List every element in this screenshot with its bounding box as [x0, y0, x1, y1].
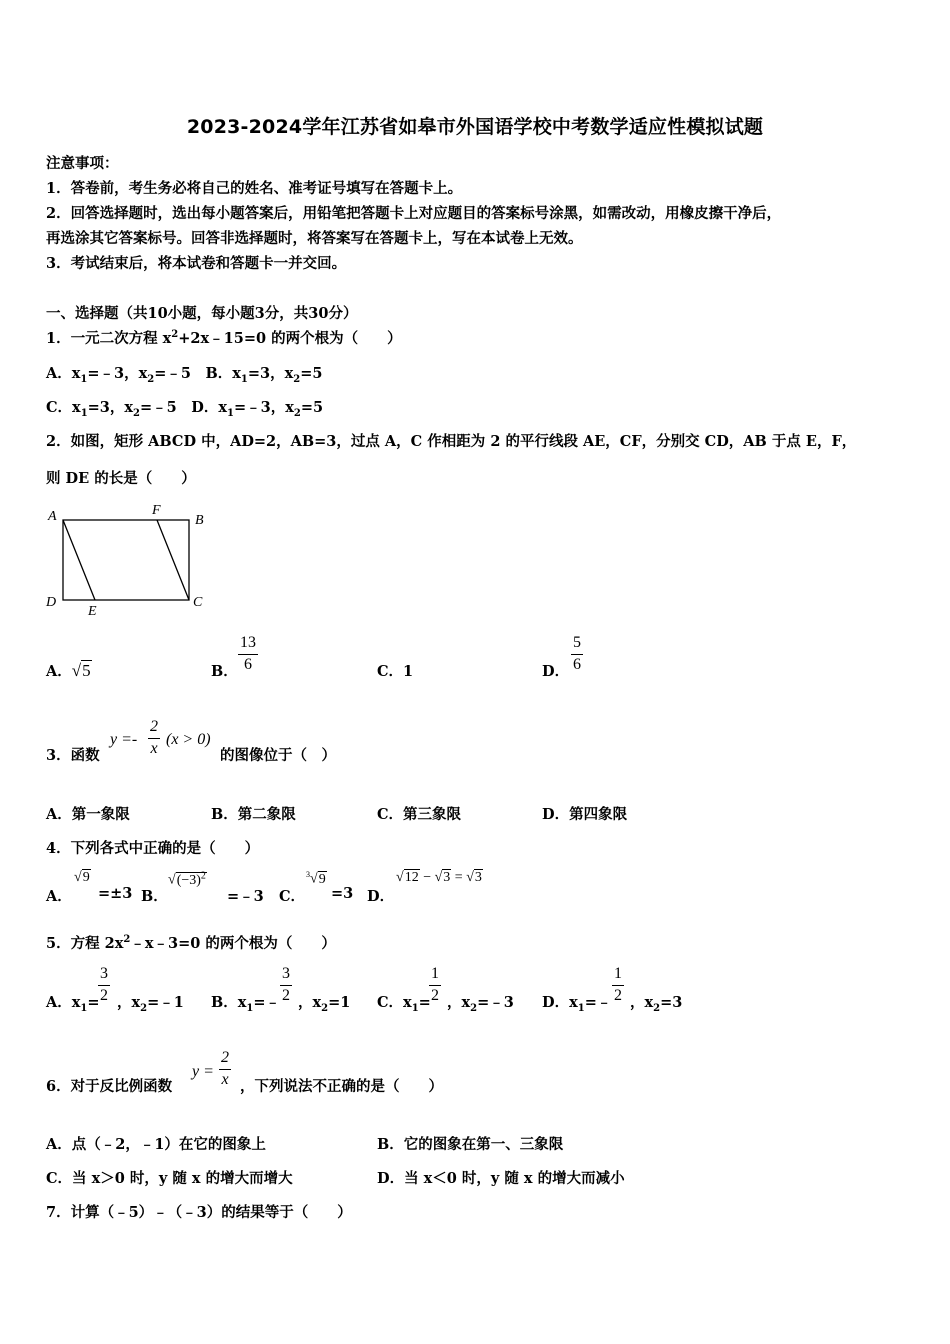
q5-b-eq: =﹣	[253, 994, 281, 1011]
q4-option-a-radicand: 9	[82, 870, 90, 885]
question-1-options-cd	[46, 396, 323, 419]
q5-d-post2: =3	[660, 994, 683, 1011]
q4-option-d-label: D．	[367, 888, 395, 905]
q1-stem-sup: 2	[171, 329, 179, 341]
q4-option-d-r3: 3	[474, 870, 482, 885]
q1-a-label: A．x	[46, 365, 81, 382]
q5-d-bar	[612, 985, 624, 986]
q5-b-post2: =1	[328, 994, 351, 1011]
q2-option-b-bar	[238, 654, 258, 655]
label-e: E	[88, 604, 97, 619]
q1-d-text: =﹣3，x	[233, 399, 294, 416]
label-d: D	[46, 595, 57, 610]
q1-c-sub2: 2	[133, 407, 141, 419]
q5-a-sub1: 1	[80, 1002, 88, 1014]
label-c: C	[193, 595, 203, 610]
q3-option-a: A．第一象限	[46, 806, 130, 823]
q5-a-sub2: 2	[140, 1002, 148, 1014]
q5-d-post: ，x	[630, 994, 654, 1011]
q5-option-c-second	[447, 991, 514, 1014]
page-title: 2023-2024学年江苏省如皋市外国语学校中考数学适应性模拟试题	[186, 116, 764, 138]
q1-b-end: =5	[300, 365, 323, 382]
q5-option-d-fraction	[612, 965, 624, 1005]
notice-item-2a: 2．回答选择题时，选出每小题答案后，用铅笔把答题卡上对应题目的答案标号涂黑，如需改动，用橡皮擦干净后，	[46, 205, 782, 222]
q2-option-d-bar	[571, 654, 583, 655]
label-a: A	[48, 509, 57, 524]
q5-d-sub2: 2	[653, 1002, 661, 1014]
q5-d-sub1: 1	[577, 1002, 585, 1014]
q5-c-num: 1	[431, 965, 439, 982]
q5-c-post2: =﹣3	[477, 994, 514, 1011]
q5-c-den: 2	[431, 987, 439, 1004]
q5-a-eq: =	[87, 994, 100, 1011]
q2-option-a-radical: √5	[71, 661, 91, 680]
q4-option-a-value: =±3	[98, 885, 133, 902]
segment-ae	[63, 520, 95, 600]
q5-d-num: 1	[614, 965, 622, 982]
question-1-stem	[46, 327, 402, 348]
notice-item-3: 3．考试结束后，将本试卷和答题卡一并交回。	[46, 255, 347, 272]
q5-a-den: 2	[100, 987, 108, 1004]
q5-b-label-text: B．x	[211, 994, 247, 1011]
q1-a-sub1: 1	[80, 373, 88, 385]
q3-suffix: 的图像位于（ ）	[220, 747, 336, 764]
q5-a-post: ，x	[117, 994, 141, 1011]
q5-option-a-second	[117, 991, 184, 1014]
q4-option-a-radical: √9	[74, 870, 90, 885]
q3-option-c: C．第三象限	[377, 806, 462, 823]
q4-option-d-expression: √12 − √3 = √3	[396, 870, 482, 885]
q6-den: x	[221, 1071, 229, 1088]
q3-y-eq: y =-	[110, 731, 138, 748]
label-f: F	[152, 503, 161, 518]
q4-option-b-radical: $√(-3)^2$	[168, 870, 206, 888]
q5-option-d-label	[542, 991, 611, 1014]
q6-prefix: 6．对于反比例函数	[46, 1078, 173, 1095]
segment-cf	[157, 520, 189, 600]
q4-option-c-radicand: 9	[318, 871, 326, 887]
q5-option-a-label	[46, 991, 100, 1014]
q4-option-d-minus: −	[419, 870, 435, 885]
q2-option-b-num: 13	[240, 634, 256, 651]
q3-condition: (x > 0)	[166, 731, 211, 748]
notice-heading: 注意事项：	[46, 155, 119, 172]
section-heading: 一、选择题（共10小题，每小题3分，共30分）	[46, 305, 358, 322]
q6-option-b: B．它的图象在第一、三象限	[377, 1136, 564, 1153]
rectangle-figure	[44, 500, 214, 620]
label-b: B	[195, 513, 204, 528]
question-2-stem-line1: 2．如图，矩形 ABCD 中，AD=2，AB=3，过点 A，C 作相距为 2 的平行线段 AE，CF，分别交 CD，AB 于点 E，F，	[46, 433, 857, 450]
q2-option-d-fraction	[571, 634, 583, 674]
q2-option-a	[46, 660, 92, 681]
q7-stem: 7．计算（﹣5）﹣（﹣3）的结果等于（ ）	[46, 1204, 352, 1221]
q1-b-sub2: 2	[293, 373, 301, 385]
q4-option-b-sup: 2	[200, 870, 206, 881]
q5-d-eq: =﹣	[584, 994, 612, 1011]
q1-a-text: =﹣3，x	[87, 365, 148, 382]
q1-c-sub1: 1	[80, 407, 88, 419]
q4-option-c-radical: $^3$√9	[306, 870, 326, 887]
q5-option-b-label	[211, 991, 280, 1014]
q4-option-b-label: B．	[141, 888, 168, 905]
q5-a-num: 3	[100, 965, 108, 982]
q2-option-a-label: A．	[46, 663, 72, 680]
q5-option-a-fraction	[98, 965, 110, 1005]
q1-b-text: =3，x	[247, 365, 294, 382]
q6-suffix: ，下列说法不正确的是（ ）	[240, 1078, 443, 1095]
q5-option-d-second	[630, 991, 682, 1014]
q3-num: 2	[150, 718, 158, 735]
q5-a-label-text: A．x	[46, 994, 81, 1011]
q1-d-sub2: 2	[293, 407, 301, 419]
q4-option-d-r1: 12	[404, 870, 419, 885]
q4-stem: 4．下列各式中正确的是（ ）	[46, 840, 260, 857]
q5-option-b-second	[298, 991, 350, 1014]
q6-num: 2	[221, 1049, 229, 1066]
q6-bar	[219, 1069, 231, 1070]
q4-option-d-r2: 3	[443, 870, 451, 885]
q3-option-b: B．第二象限	[211, 806, 296, 823]
q1-stem-post: +2x﹣15=0 的两个根为（ ）	[178, 330, 402, 347]
q5-stem-pre: 5．方程 2x	[46, 935, 124, 952]
q2-option-d-label: D．	[542, 663, 570, 680]
q4-option-a-label: A．	[46, 888, 72, 905]
q5-b-post: ，x	[298, 994, 322, 1011]
q5-c-post: ，x	[447, 994, 471, 1011]
q2-option-a-radicand: 5	[82, 661, 91, 680]
q5-a-post2: =﹣1	[147, 994, 184, 1011]
q2-option-b-fraction	[238, 634, 258, 674]
q6-fraction	[219, 1049, 231, 1089]
q5-stem-post: ﹣x﹣3=0 的两个根为（ ）	[130, 935, 336, 952]
q5-b-sub2: 2	[321, 1002, 329, 1014]
q5-option-c-fraction	[429, 965, 441, 1005]
notice-item-1: 1．答卷前，考生务必将自己的姓名、准考证号填写在答题卡上。	[46, 180, 463, 197]
q5-d-label-text: D．x	[542, 994, 578, 1011]
notice-item-2b: 再选涂其它答案标号。回答非选择题时，将答案写在答题卡上，写在本试卷上无效。	[46, 230, 583, 247]
q1-d-sub1: 1	[226, 407, 234, 419]
q1-c-text: =3，x	[87, 399, 134, 416]
q3-prefix: 3．函数	[46, 747, 100, 764]
q5-b-sub1: 1	[246, 1002, 254, 1014]
q4-option-d-eq: =	[451, 870, 467, 885]
q1-stem-pre: 1．一元二次方程 x	[46, 330, 172, 347]
q6-option-d: D．当 x＜0 时，y 随 x 的增大而减小	[377, 1170, 625, 1187]
q1-d-end: =5	[300, 399, 324, 416]
q4-option-c-index: 3	[306, 870, 310, 879]
q5-b-bar	[280, 985, 292, 986]
q5-stem	[46, 932, 336, 953]
question-1-options-ab	[46, 362, 322, 385]
q2-option-d-num: 5	[573, 634, 581, 651]
q5-c-bar	[429, 985, 441, 986]
q1-b-label: =﹣5 B．x	[154, 365, 241, 382]
q3-bar	[148, 738, 160, 739]
q6-option-c: C．当 x＞0 时，y 随 x 的增大而增大	[46, 1170, 293, 1187]
q2-option-c: C．1	[377, 663, 414, 680]
q5-c-sub2: 2	[470, 1002, 478, 1014]
q5-option-b-fraction	[280, 965, 292, 1005]
q2-option-b-label: B．	[211, 663, 238, 680]
q5-c-eq: =	[418, 994, 431, 1011]
q5-b-num: 3	[282, 965, 290, 982]
rectangle-abcd	[63, 520, 189, 600]
q2-option-b-den: 6	[244, 656, 252, 673]
q6-y-eq: y =	[192, 1063, 214, 1080]
q2-option-d-den: 6	[573, 656, 581, 673]
question-2-stem-line2: 则 DE 的长是（ ）	[46, 470, 196, 487]
q5-option-c-label	[377, 991, 431, 1014]
q1-c-label: C．x	[46, 399, 81, 416]
q1-b-sub1: 1	[240, 373, 248, 385]
q3-fraction	[148, 718, 160, 758]
q5-c-label-text: C．x	[377, 994, 412, 1011]
q5-b-den: 2	[282, 987, 290, 1004]
q4-option-b-value: =﹣3	[227, 888, 264, 905]
q5-a-bar	[98, 985, 110, 986]
q5-stem-sup: 2	[123, 934, 131, 946]
q1-a-sub2: 2	[147, 373, 155, 385]
q4-option-c-label: C．	[279, 888, 306, 905]
q4-option-c-value: =3	[331, 885, 354, 902]
q3-option-d: D．第四象限	[542, 806, 628, 823]
q5-d-den: 2	[614, 987, 622, 1004]
q5-c-sub1: 1	[411, 1002, 419, 1014]
q6-option-a: A．点（﹣2，﹣1）在它的图象上	[46, 1136, 266, 1153]
q1-d-label: =﹣5 D．x	[140, 399, 227, 416]
q4-option-b-radicand: (−3)	[176, 872, 201, 888]
q3-den: x	[150, 740, 158, 757]
